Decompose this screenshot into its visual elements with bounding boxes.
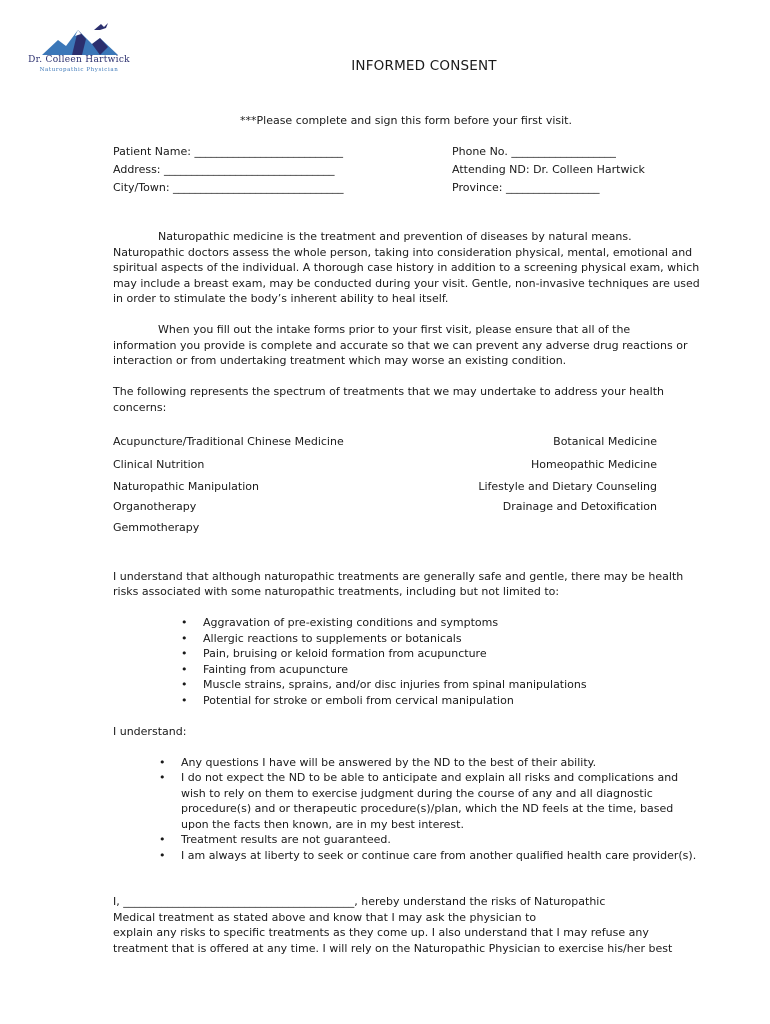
risk-item: • Pain, bruising or keloid formation from acupuncture — [203, 646, 487, 662]
understand-item-continuation: procedure(s) and or therapeutic procedure(s)/plan, which the ND feels at the time, based — [181, 802, 674, 815]
paragraph-line: When you fill out the intake forms prior to your first visit, please ensure that all of the — [158, 323, 631, 336]
phone-field: Phone No. ___________________ — [452, 145, 616, 158]
paragraph-line: may include a breast exam, may be conducted during your visit. Gentle, non-invasive techniques are used — [113, 277, 700, 290]
paragraph-line: Naturopathic medicine is the treatment and prevention of diseases by natural means. — [158, 230, 632, 243]
paragraph-line: Naturopathic doctors assess the whole person, taking into consideration physical, mental, emotional and — [113, 246, 693, 259]
risk-item: • Potential for stroke or emboli from cervical manipulation — [203, 693, 514, 709]
risk-item: • Muscle strains, sprains, and/or disc injuries from spinal manipulations — [203, 677, 587, 693]
understand-label: I understand: — [113, 725, 187, 738]
understand-item: • Any questions I have will be answered by the ND to the best of their ability. — [181, 755, 596, 771]
province-field: Province: _________________ — [452, 181, 600, 194]
paragraph-line: explain any risks to specific treatments as they come up. I also understand that I may refuse any — [113, 926, 649, 939]
treatment-item: Lifestyle and Dietary Counseling — [478, 480, 657, 493]
paragraph-line: I understand that although naturopathic treatments are generally safe and gentle, there may be health — [113, 570, 684, 583]
mountain-bird-icon — [42, 22, 118, 56]
risk-item: • Allergic reactions to supplements or botanicals — [203, 631, 462, 647]
patient-name-field: Patient Name: ___________________________ — [113, 145, 343, 158]
risk-item: • Fainting from acupuncture — [203, 662, 348, 678]
page-title: INFORMED CONSENT — [351, 58, 497, 74]
paragraph-line: treatment that is offered at any time. I will rely on the Naturopathic Physician to exercise his/her best — [113, 942, 673, 955]
understand-item: • I do not expect the ND to be able to anticipate and explain all risks and complications and — [181, 770, 678, 786]
attending-nd: Attending ND: Dr. Colleen Hartwick — [452, 163, 645, 176]
city-field: City/Town: _______________________________ — [113, 181, 344, 194]
treatment-item: Drainage and Detoxification — [502, 500, 657, 513]
understand-item: • Treatment results are not guaranteed. — [181, 832, 391, 848]
understand-item-continuation: wish to rely on them to exercise judgment during the course of any and all diagnostic — [181, 787, 653, 800]
address-field: Address: _______________________________ — [113, 163, 335, 176]
understand-item-continuation: upon the facts then known, are in my best interest. — [181, 818, 464, 831]
treatment-item: Acupuncture/Traditional Chinese Medicine — [113, 435, 344, 448]
paragraph-line: spiritual aspects of the individual. A thorough case history in addition to a screening physical exam, which — [113, 261, 700, 274]
logo-name: Dr. Colleen Hartwick — [28, 55, 130, 65]
paragraph-line: interaction or from undertaking treatment which may worse an existing condition. — [113, 354, 567, 367]
instruction-text: ***Please complete and sign this form before your first visit. — [240, 114, 572, 127]
treatment-item: Naturopathic Manipulation — [113, 480, 259, 493]
treatment-item: Clinical Nutrition — [113, 458, 205, 471]
risk-item: • Aggravation of pre-existing conditions and symptoms — [203, 615, 498, 631]
paragraph-line: in order to stimulate the body’s inherent ability to heal itself. — [113, 292, 449, 305]
understand-item: • I am always at liberty to seek or continue care from another qualified health care provider(s). — [181, 848, 696, 864]
treatment-item: Botanical Medicine — [553, 435, 657, 448]
treatment-item: Gemmotherapy — [113, 521, 200, 534]
treatment-item: Homeopathic Medicine — [531, 458, 657, 471]
paragraph-line: The following represents the spectrum of treatments that we may undertake to address your health — [113, 385, 664, 398]
paragraph-line: risks associated with some naturopathic treatments, including but not limited to: — [113, 585, 560, 598]
paragraph-line: Medical treatment as stated above and know that I may ask the physician to — [113, 911, 537, 924]
logo-subtitle: Naturopathic Physician — [39, 67, 119, 73]
paragraph-line: information you provide is complete and accurate so that we can prevent any adverse drug reactions or — [113, 339, 688, 352]
paragraph-line: concerns: — [113, 401, 167, 414]
treatment-item: Organotherapy — [113, 500, 197, 513]
paragraph-line: I, __________________________________________, hereby understand the risks of Naturopathic — [113, 895, 606, 908]
